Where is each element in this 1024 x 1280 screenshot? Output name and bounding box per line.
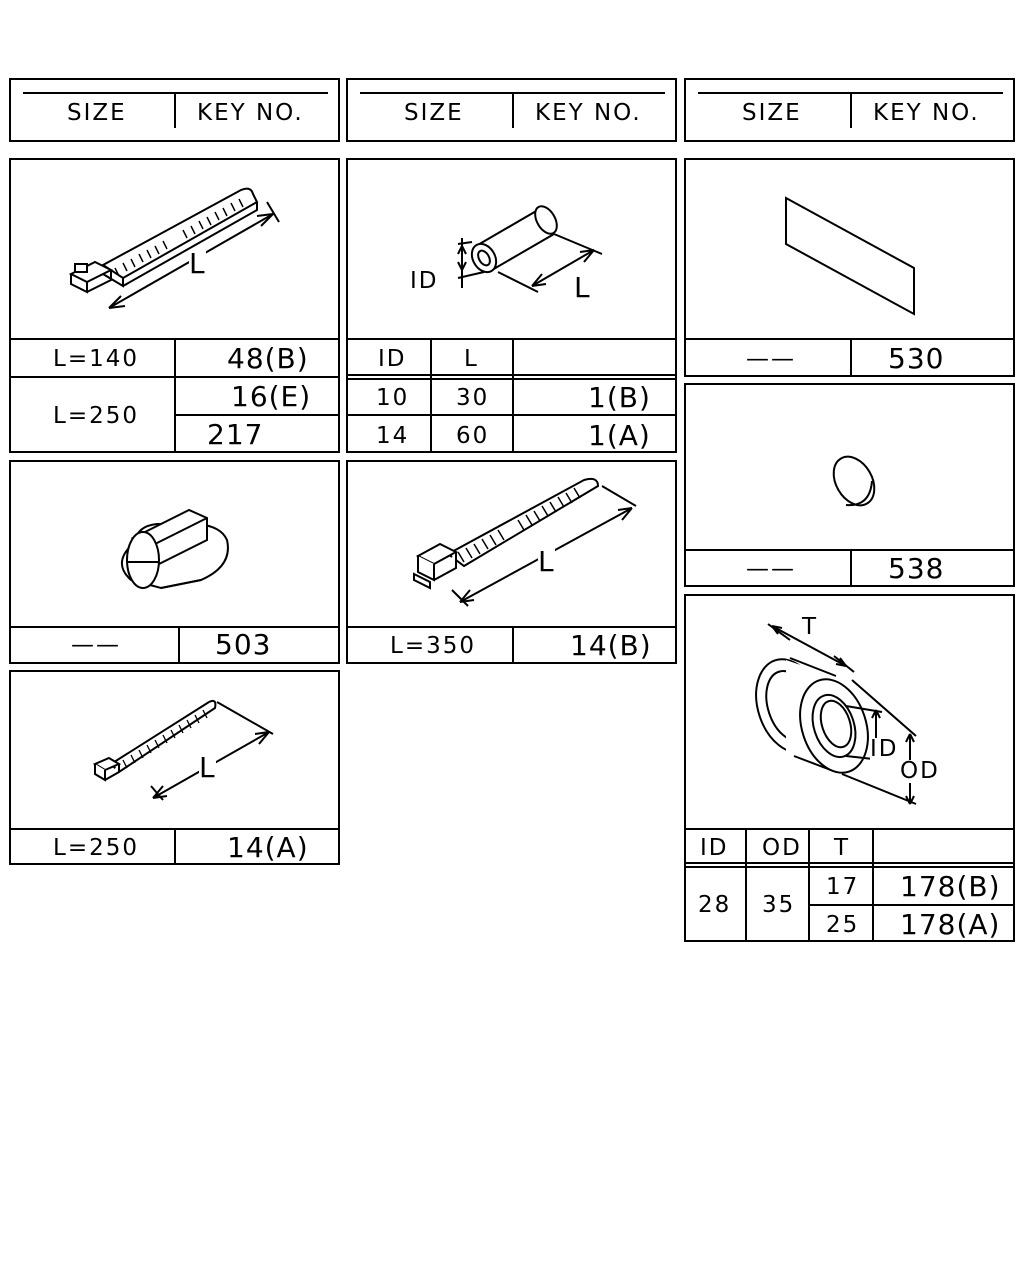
clip-drawing <box>11 462 342 627</box>
grommet-t-value: 25 <box>826 912 860 938</box>
col-divider <box>174 828 176 863</box>
tape-panel <box>684 158 1015 377</box>
header-divider <box>174 92 176 128</box>
size-value: L=140 <box>53 346 139 372</box>
row-rule <box>808 904 1013 906</box>
key-no-value: 14(B) <box>570 629 652 662</box>
tube-l-value: 60 <box>456 423 490 449</box>
col-divider <box>174 338 176 451</box>
tube-length-label: L <box>574 271 591 304</box>
grommet-id-label: ID <box>870 736 899 762</box>
tape-drawing <box>686 160 1017 340</box>
key-no-value: 16(E) <box>231 380 312 413</box>
size-value: —— <box>746 346 796 372</box>
key-no-value: 530 <box>888 342 945 375</box>
size-header: SIZE <box>404 100 464 126</box>
key-no-value: 503 <box>215 628 272 661</box>
row-rule <box>11 626 338 628</box>
row-rule <box>174 414 338 416</box>
grommet-od-label: OD <box>900 758 940 784</box>
disc-drawing <box>686 385 1017 551</box>
key-no-value: 178(B) <box>900 870 1001 903</box>
size-value: —— <box>746 556 796 582</box>
col-divider <box>430 338 432 451</box>
grommet-od-value: 35 <box>762 892 796 918</box>
grommet-t-value: 17 <box>826 874 860 900</box>
size-header: SIZE <box>67 100 127 126</box>
size-header: SIZE <box>742 100 802 126</box>
key-no-value: 178(A) <box>900 908 1001 941</box>
key-no-value: 538 <box>888 552 945 585</box>
col-divider <box>512 626 514 662</box>
grommet-panel <box>684 594 1015 942</box>
key-no-value: 48(B) <box>227 342 309 375</box>
small-tie-dim-label: L <box>199 751 216 784</box>
tube-panel <box>346 158 677 453</box>
size-value: L=250 <box>53 403 139 429</box>
col-divider <box>745 828 747 940</box>
band-strap-panel <box>9 158 340 453</box>
small-tie-panel <box>9 670 340 865</box>
grommet-col-od: OD <box>762 835 802 861</box>
tube-drawing <box>348 160 679 340</box>
grommet-t-label: T <box>802 614 819 640</box>
band-strap-dim-label: L <box>189 247 206 280</box>
tube-col-l: L <box>464 346 479 372</box>
col-divider <box>872 828 874 940</box>
col-divider <box>850 338 852 375</box>
key-no-value: 14(A) <box>227 831 309 864</box>
grommet-id-value: 28 <box>698 892 732 918</box>
grommet-col-id: ID <box>700 835 729 861</box>
key-no-header: KEY NO. <box>873 100 980 126</box>
large-tie-drawing <box>348 462 679 628</box>
small-tie-drawing <box>11 672 342 830</box>
grommet-col-t: T <box>834 835 851 861</box>
header-col-1 <box>9 78 340 142</box>
header-divider <box>850 92 852 128</box>
row-rule <box>686 862 1013 864</box>
header-divider <box>512 92 514 128</box>
grommet-drawing <box>686 596 1017 830</box>
size-value: L=250 <box>53 835 139 861</box>
key-no-value: 217 <box>207 418 264 451</box>
tube-l-value: 30 <box>456 385 490 411</box>
size-value: L=350 <box>390 633 476 659</box>
row-rule <box>686 866 1013 868</box>
col-divider <box>808 828 810 940</box>
band-strap-drawing <box>11 160 342 340</box>
tube-id-label: ID <box>410 268 439 294</box>
header-col-3 <box>684 78 1015 142</box>
header-col-2 <box>346 78 677 142</box>
large-tie-dim-label: L <box>538 545 555 578</box>
tube-col-id: ID <box>378 346 407 372</box>
key-no-header: KEY NO. <box>535 100 642 126</box>
clip-panel <box>9 460 340 664</box>
key-no-value: 1(A) <box>588 419 651 452</box>
size-value: —— <box>71 632 121 658</box>
col-divider <box>178 626 180 662</box>
large-tie-panel <box>346 460 677 664</box>
key-no-value: 1(B) <box>588 381 651 414</box>
col-divider <box>512 338 514 451</box>
key-no-header: KEY NO. <box>197 100 304 126</box>
col-divider <box>850 549 852 585</box>
row-rule <box>686 828 1013 830</box>
tube-id-value: 10 <box>376 385 410 411</box>
tube-id-value: 14 <box>376 423 410 449</box>
disc-panel <box>684 383 1015 587</box>
